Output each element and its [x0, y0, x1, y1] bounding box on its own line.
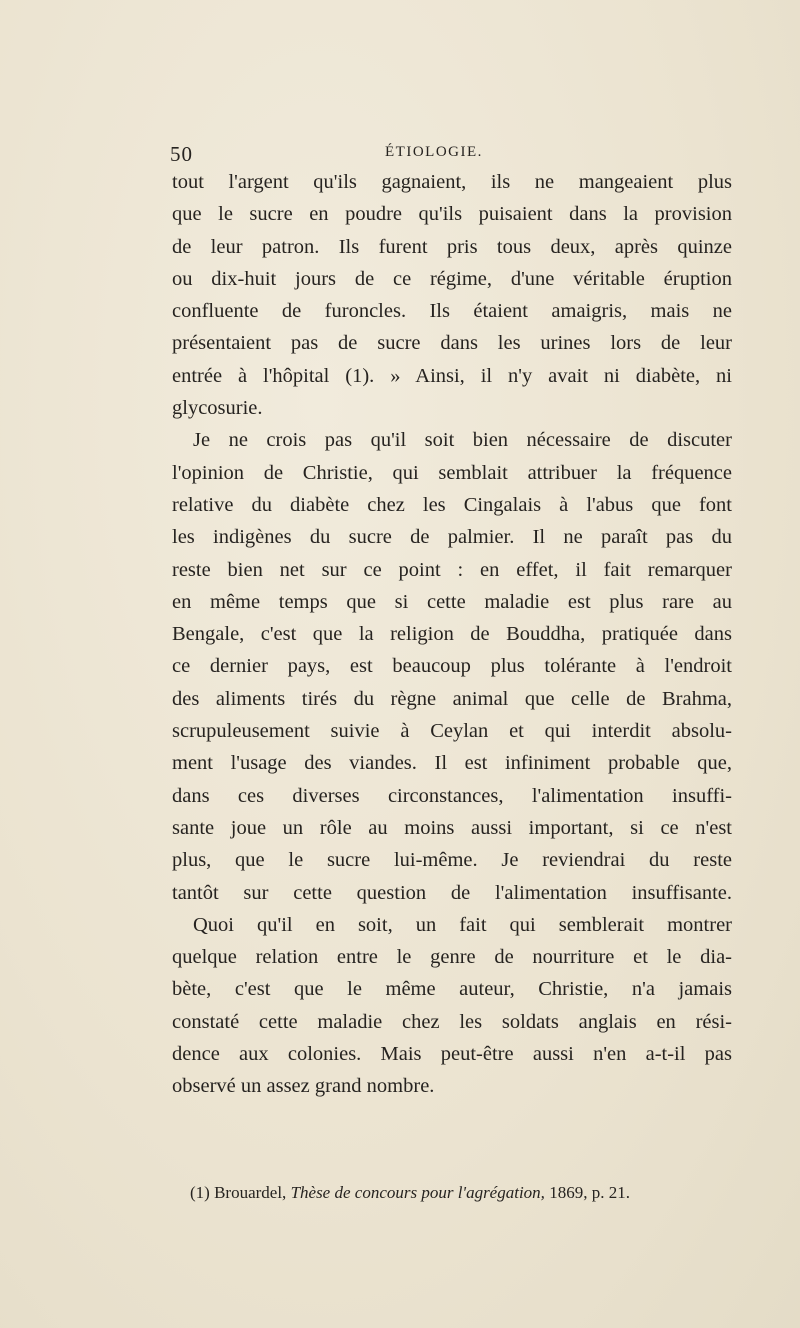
- text-line: tantôt sur cette question de l'alimentation insuffisante.: [172, 881, 732, 904]
- body-text: [172, 166, 732, 1103]
- text-line: entrée à l'hôpital (1). » Ainsi, il n'y avait ni diabète, ni: [172, 364, 732, 387]
- text-line: scrupuleusement suivie à Ceylan et qui interdit absolu-: [172, 720, 732, 743]
- text-line: Je ne crois pas qu'il soit bien nécessaire de discuter: [193, 429, 732, 452]
- footnote-details: 1869, p. 21.: [549, 1183, 630, 1202]
- text-line: sante joue un rôle au moins aussi important, si ce n'est: [172, 816, 732, 839]
- text-line: bète, c'est que le même auteur, Christie, n'a jamais: [172, 978, 732, 1001]
- text-line: Quoi qu'il en soit, un fait qui semblerait montrer: [193, 913, 732, 936]
- text-line: des aliments tirés du règne animal que celle de Brahma,: [172, 687, 732, 710]
- text-line: observé un assez grand nombre.: [172, 1075, 435, 1098]
- text-line: constaté cette maladie chez les soldats anglais en rési-: [172, 1010, 732, 1033]
- footnote-title: Thèse de concours pour l'agrégation,: [290, 1183, 545, 1202]
- text-line: confluente de furoncles. Ils étaient amaigris, mais ne: [172, 300, 732, 323]
- footnote-author: Brouardel,: [214, 1183, 287, 1202]
- text-line: tout l'argent qu'ils gagnaient, ils ne mangeaient plus: [172, 171, 732, 193]
- text-line: ment l'usage des viandes. Il est infiniment probable que,: [172, 752, 732, 775]
- text-line: présentaient pas de sucre dans les urines lors de leur: [172, 332, 732, 355]
- text-line: dans ces diverses circonstances, l'alimentation insuffi-: [172, 784, 732, 807]
- footnote: [190, 1183, 735, 1203]
- text-line: relative du diabète chez les Cingalais à l'abus que font: [172, 493, 732, 516]
- text-line: Bengale, c'est que la religion de Bouddha, pratiquée dans: [172, 623, 732, 646]
- text-line: quelque relation entre le genre de nourriture et le dia-: [172, 946, 732, 969]
- text-line: en même temps que si cette maladie est plus rare au: [172, 590, 732, 613]
- text-line: que le sucre en poudre qu'ils puisaient dans la provision: [172, 203, 732, 226]
- text-line: plus, que le sucre lui-même. Je reviendrai du reste: [172, 849, 732, 872]
- footnote-marker: (1): [190, 1183, 210, 1202]
- text-line: ce dernier pays, est beaucoup plus tolérante à l'endroit: [172, 655, 732, 678]
- text-line: les indigènes du sucre de palmier. Il ne paraît pas du: [172, 526, 732, 549]
- text-line: glycosurie.: [172, 397, 263, 420]
- running-title: ÉTIOLOGIE.: [385, 144, 483, 160]
- text-line: l'opinion de Christie, qui semblait attribuer la fréquence: [172, 461, 732, 484]
- text-line: ou dix-huit jours de ce régime, d'une véritable éruption: [172, 267, 732, 290]
- page-number: 50: [170, 142, 193, 166]
- text-line: de leur patron. Ils furent pris tous deux, après quinze: [172, 235, 732, 258]
- text-line: dence aux colonies. Mais peut-être aussi n'en a-t-il pas: [172, 1043, 732, 1066]
- text-line: reste bien net sur ce point : en effet, il fait remarquer: [172, 558, 732, 581]
